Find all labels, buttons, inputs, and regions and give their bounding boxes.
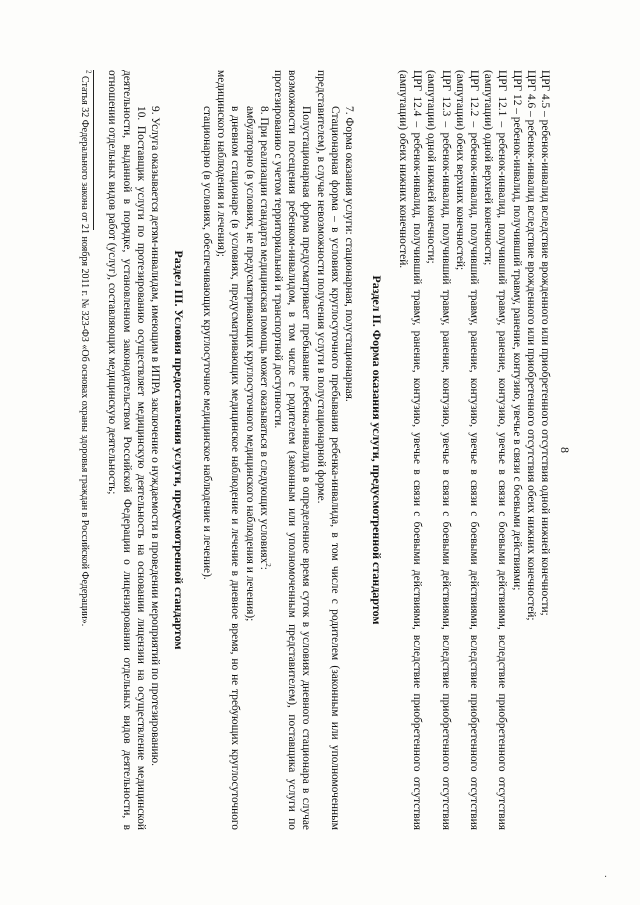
list-item: ЦРГ 4.6 – ребенок-инвалид вследствие врожденного или приобретенного отсутствия обеих нижних конечностей; xyxy=(524,70,537,621)
section-3-heading: Раздел III. Условия предоставления услуги, предусмотренной стандартом xyxy=(172,250,186,650)
paragraph: 10. Поставщик услуги по протезированию осуществляет медицинскую деятельность на основании лицензии на осуществление медицинской деятельности, выданной в порядке, установленном законодательством Российской Федерации о лицензировании отдельных видов деятельности, в отношении отдельных видов работ (услуг), составляющих медицинскую деятельность; xyxy=(106,70,147,830)
paragraph: в дневном стационаре (в условиях, предусматривающих медицинское наблюдение и лечение в дневное время, но не требующих круглосуточного медицинского наблюдения и лечения); xyxy=(215,70,242,830)
footnote-number: 2 xyxy=(84,70,93,74)
section-2-body xyxy=(200,70,356,830)
paragraph: 8. При реализации стандарта медицинская помощь может оказываться в следующих условиях$^2$: xyxy=(257,106,272,570)
list-item: ЦРГ 4.5 – ребенок-инвалид вследствие врожденного или приобретенного отсутствия одной нижней конечности; xyxy=(539,70,551,616)
page-number: 8 xyxy=(558,447,572,453)
section-2-heading: Раздел II. Форма оказания услуги, предусмотренной стандартом xyxy=(370,275,384,625)
condition-list xyxy=(396,70,552,830)
section-3-body xyxy=(105,70,162,830)
rotated-page-content xyxy=(70,70,570,830)
list-item: ЦРГ 12 – ребенок-инвалид, получивший травму, ранение, контузию, увечье в связи с боевыми действиями; xyxy=(510,70,523,591)
paragraph: Полустационарная форма предусматривает пребывание ребенка-инвалида в определенное время суток в условиях дневного стационара в случае возможности посещения ребенком-инвалидом, в том числе с родителем (законным или уполномоченным представителем), поставщика услуги по протезированию с учетом территориальной и транспортной доступности. xyxy=(271,70,313,830)
footnote-reference: 2 xyxy=(263,563,272,567)
scan-mark: · xyxy=(604,872,608,883)
list-item: ЦРГ 12.4 – ребенок-инвалид, получивший травму, ранение, контузию, увечье в связи с боевыми действиями, вследствие приобретенного отсутствия (ампутации) обеих нижних конечностей. xyxy=(396,70,424,830)
footnote-text: Статья 32 Федерального закона от 21 ноября 2011 г. № 323-ФЗ «Об основах охраны здоровья граждан в Российской Федерации». xyxy=(79,76,90,627)
footnote xyxy=(78,70,93,830)
paragraph-text: 8. При реализации стандарта медицинская помощь может оказываться в следующих условиях xyxy=(257,106,270,564)
list-item: ЦРГ 12.2 – ребенок-инвалид, получивший травму, ранение, контузию, увечье в связи с боевыми действиями, вследствие приобретенного отсутствия (ампутации) обеих верхних конечностей; xyxy=(453,70,480,830)
paragraph: 7. Форма оказания услуги: стационарная, полустационарная. xyxy=(343,106,355,402)
paragraph: 9. Услуга оказывается детям-инвалидам, имеющим в ИПРА заключение о нуждаемости в проведении мероприятий по протезированию. xyxy=(149,106,161,766)
list-item: ЦРГ 12.3 – ребенок-инвалид, получивший травму, ранение, контузию, увечье в связи с боевыми действиями, вследствие приобретенного отсутствия (ампутации) одной нижней конечности; xyxy=(425,70,452,830)
list-item: ЦРГ 12.1 – ребенок-инвалид, получивший травму, ранение, контузию, увечье в связи с боевыми действиями, вследствие приобретенного отсутствия (ампутации) одной верхней конечности; xyxy=(482,70,509,830)
paragraph: стационарно (в условиях, обеспечивающих круглосуточное медицинское наблюдение и лечение). xyxy=(200,106,213,580)
paragraph: амбулаторно (в условиях, не предусматривающих круглосуточного медицинского наблюдения и лечения); xyxy=(243,106,256,622)
footnote-separator xyxy=(93,70,94,230)
paragraph: Стационарная форма – в условиях круглосуточного пребывания ребенка-инвалида, в том числе с родителем (законным или уполномоченным представителем), в случае невозможности получения услуги в полустационарной форме. xyxy=(314,70,341,830)
